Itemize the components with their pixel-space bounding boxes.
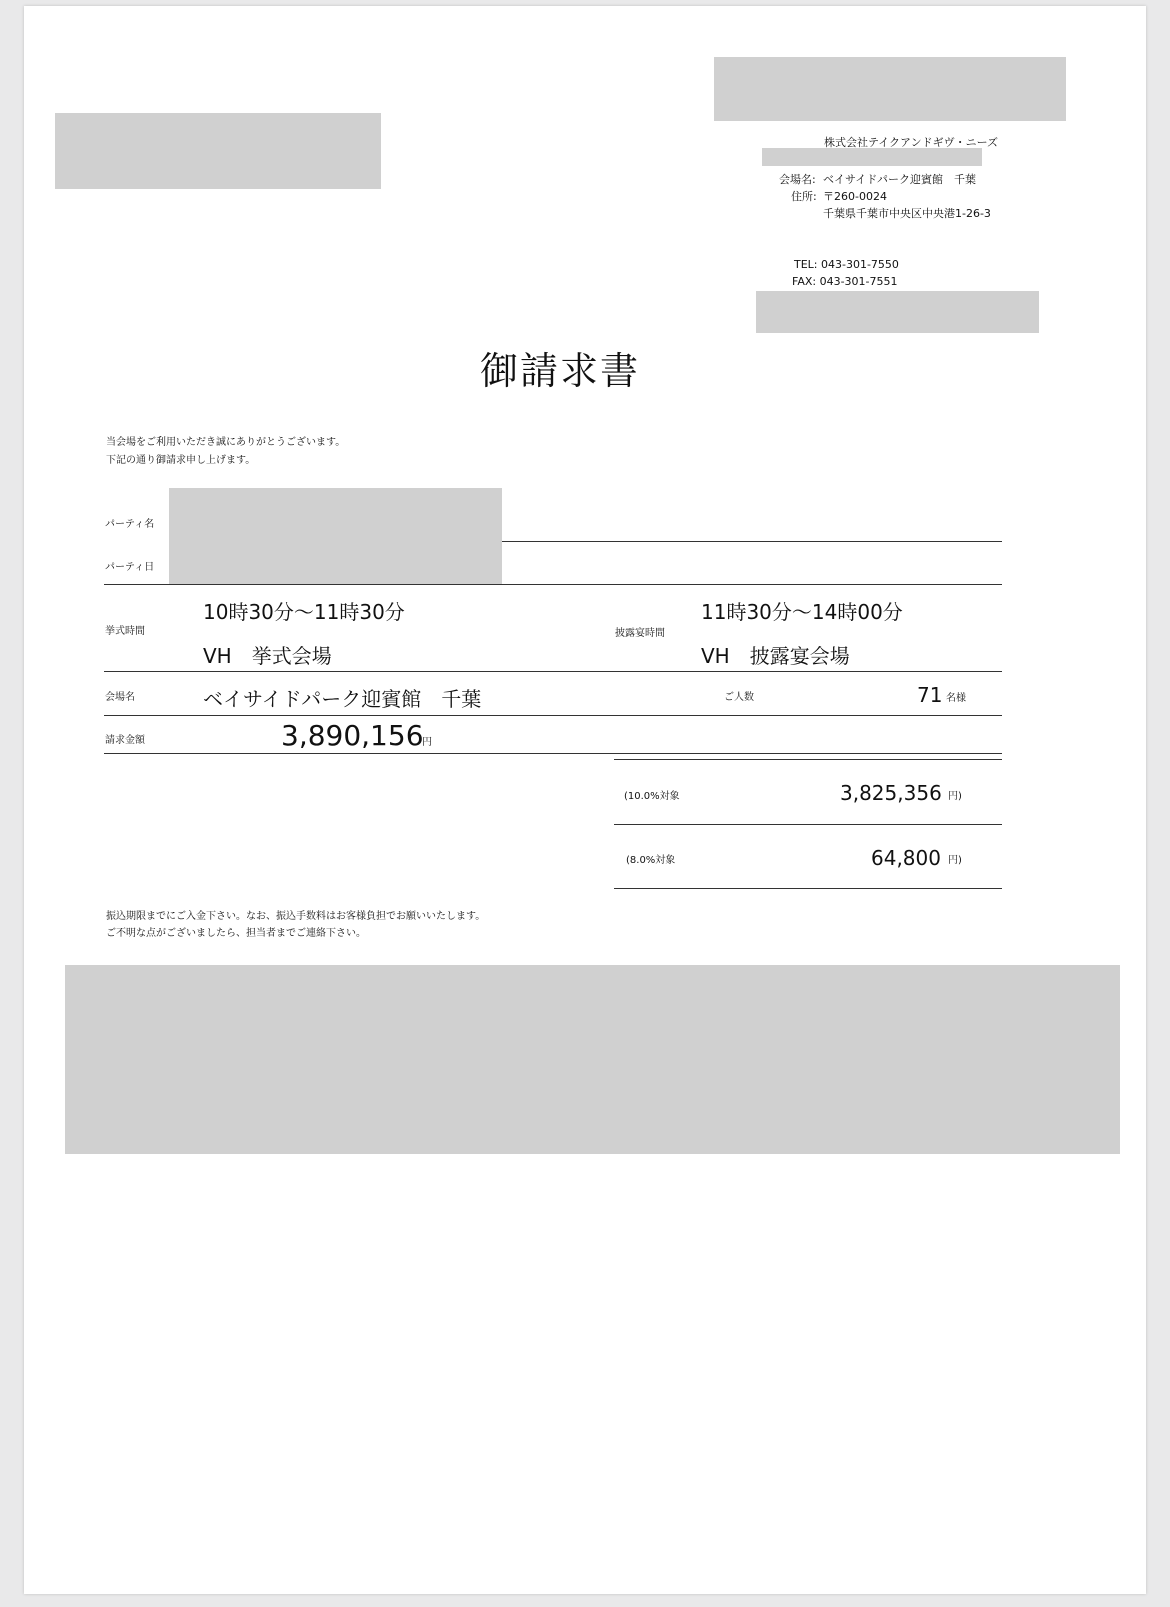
tax-8-unit: 円) [948, 855, 962, 866]
guests-count: 71 [917, 683, 943, 707]
redacted-logo [714, 57, 1066, 121]
tax-10-label: (10.0%対象 [624, 791, 680, 802]
ceremony-venue: VH 挙式会場 [203, 644, 332, 668]
document-title: 御請求書 [480, 349, 641, 393]
intro-line-2: 下記の通り御請求申し上げます。 [106, 455, 256, 466]
reception-time: 11時30分～14時00分 [701, 600, 903, 624]
redacted-contact [756, 291, 1039, 333]
issuer-company: 株式会社テイクアンドギヴ・ニーズ [824, 136, 999, 149]
tax-10-value: 3,825,356 [840, 781, 942, 805]
issuer-venue-label: 会場名: [779, 173, 816, 186]
party-name-label: パーティ名 [105, 519, 155, 530]
ceremony-time: 10時30分～11時30分 [203, 600, 405, 624]
reception-time-label: 披露宴時間 [615, 628, 665, 639]
redacted-bank-info [65, 965, 1120, 1154]
guests-label: ご人数 [724, 692, 754, 703]
issuer-address: 千葉県千葉市中央区中央港1-26-3 [823, 207, 991, 220]
guests-unit: 名様 [946, 693, 966, 704]
divider [614, 888, 1002, 889]
divider [104, 715, 1002, 716]
divider [104, 753, 1002, 754]
redacted-issuer-line [762, 148, 982, 166]
venue-label: 会場名 [105, 692, 135, 703]
divider [104, 671, 1002, 672]
note-line-2: ご不明な点がございましたら、担当者までご連絡下さい。 [106, 928, 366, 939]
tax-8-value: 64,800 [871, 846, 941, 870]
divider [614, 759, 1002, 760]
amount-label: 請求金額 [105, 735, 145, 746]
divider [614, 824, 1002, 825]
intro-line-1: 当会場をご利用いただき誠にありがとうございます。 [106, 437, 346, 448]
issuer-tel: TEL: 043-301-7550 [794, 258, 899, 271]
issuer-fax: FAX: 043-301-7551 [792, 275, 898, 288]
divider [104, 584, 1002, 585]
amount-unit: 円 [422, 737, 432, 748]
issuer-address-label: 住所: [791, 190, 817, 203]
issuer-postal: 〒260-0024 [823, 190, 887, 203]
tax-10-unit: 円) [948, 791, 962, 802]
reception-venue: VH 披露宴会場 [701, 644, 850, 668]
amount-value: 3,890,156 [281, 719, 424, 752]
redacted-recipient [55, 113, 381, 189]
redacted-party-info [169, 488, 502, 584]
issuer-venue: ベイサイドパーク迎賓館 千葉 [823, 173, 977, 186]
invoice-page [24, 6, 1146, 1594]
note-line-1: 振込期限までにご入金下さい。なお、振込手数料はお客様負担でお願いいたします。 [106, 911, 486, 922]
tax-8-label: (8.0%対象 [626, 855, 676, 866]
divider [502, 541, 1002, 542]
ceremony-time-label: 挙式時間 [105, 626, 145, 637]
party-date-label: パーティ日 [105, 562, 155, 573]
venue-name: ベイサイドパーク迎賓館 千葉 [203, 687, 482, 711]
